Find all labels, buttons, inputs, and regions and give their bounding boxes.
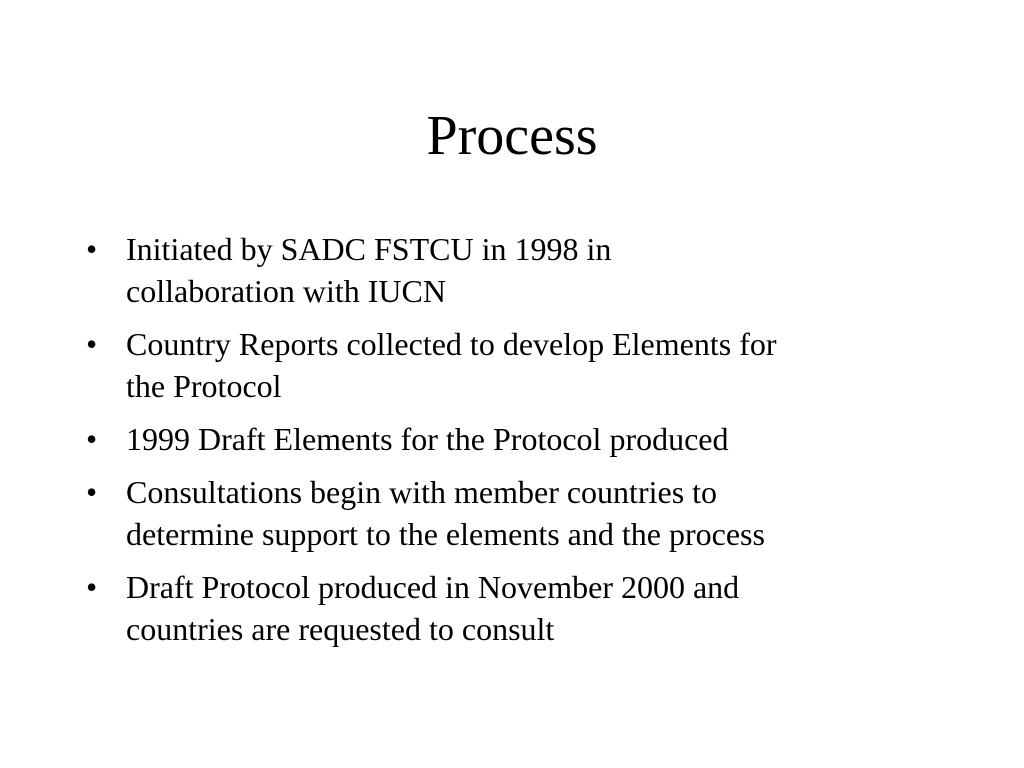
bullet-line: Draft Protocol produced in November 2000 and <box>126 569 740 605</box>
bullet-list <box>0 228 1024 661</box>
bullet-line: Consultations begin with member countries to <box>126 474 718 510</box>
bullet-icon: • <box>86 326 98 362</box>
list-item <box>0 418 1024 460</box>
bullet-icon: • <box>86 569 98 605</box>
list-item <box>0 471 1024 555</box>
bullet-icon: • <box>86 231 98 267</box>
bullet-line: Initiated by SADC FSTCU in 1998 in <box>126 231 612 267</box>
bullet-icon: • <box>86 474 98 510</box>
bullet-line: collaboration with IUCN <box>126 273 446 309</box>
bullet-line: the Protocol <box>126 368 282 404</box>
bullet-icon: • <box>86 421 98 457</box>
list-item <box>0 566 1024 650</box>
list-item <box>0 228 1024 312</box>
bullet-line: determine support to the elements and the process <box>126 516 765 552</box>
bullet-line: 1999 Draft Elements for the Protocol produced <box>126 421 729 457</box>
list-item <box>0 323 1024 407</box>
bullet-line: Country Reports collected to develop Elements for <box>126 326 777 362</box>
slide-title: Process <box>426 105 598 167</box>
bullet-line: countries are requested to consult <box>126 611 555 647</box>
